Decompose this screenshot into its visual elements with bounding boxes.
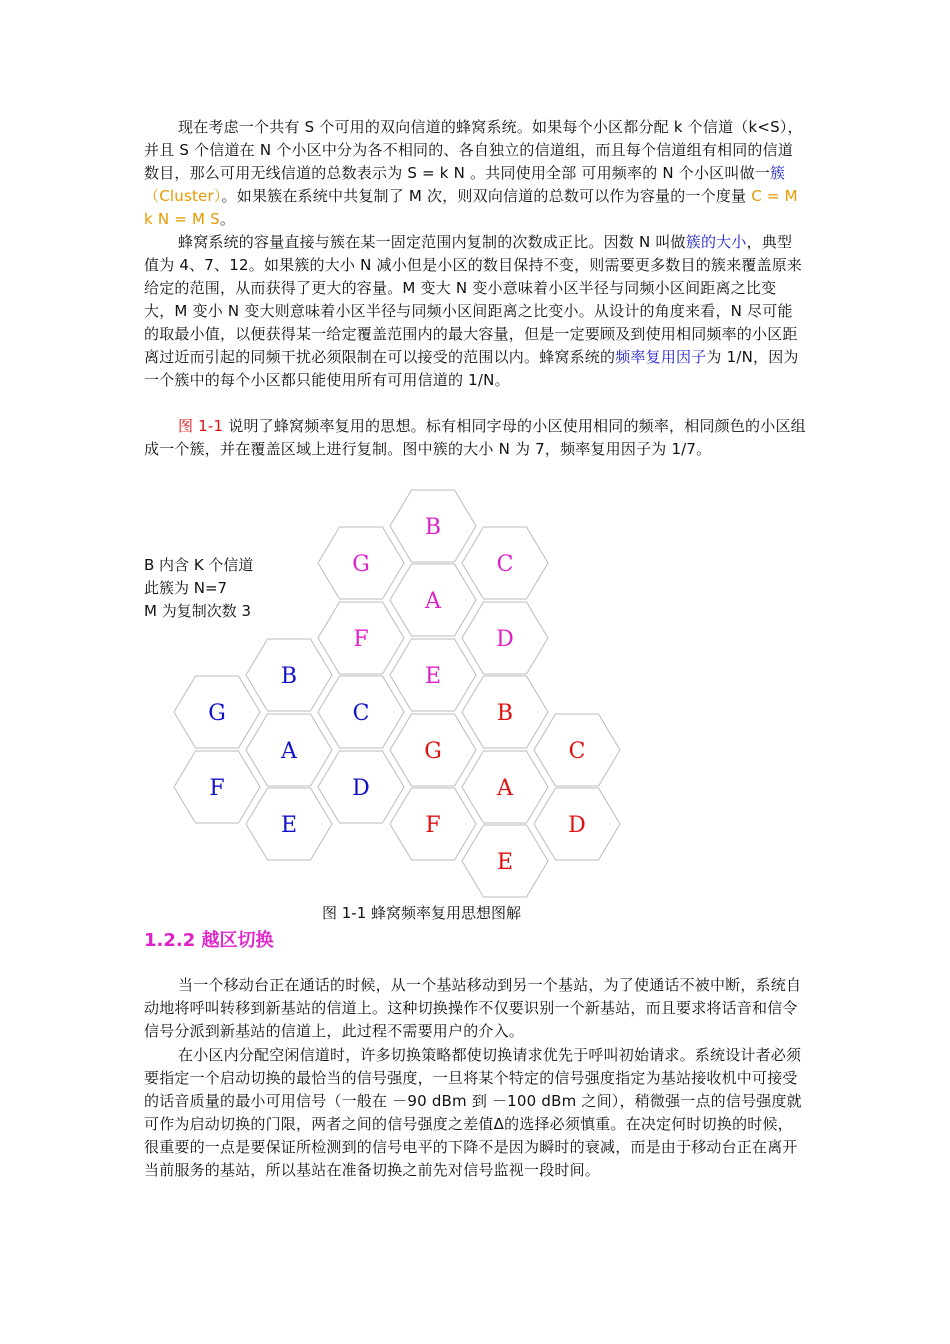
term-cluster-en: （Cluster） bbox=[144, 187, 222, 205]
hex-label-red-a: A bbox=[497, 776, 513, 801]
p3-text: 说明了蜂窝频率复用的思想。标有相同字母的小区使用相同的频率，相同颜色的小区组成一个簇，并在覆盖区域上进行复制。图中簇的大小 N 为 7，频率复用因子为 1/7。 bbox=[144, 417, 806, 458]
section-number: 1.2.2 bbox=[144, 930, 196, 951]
hex-label-magenta-a: A bbox=[425, 589, 441, 614]
paragraph-handoff-strategy: 在小区内分配空闲信道时，许多切换策略都使切换请求优先于呼叫初始请求。系统设计者必须要指定一个启动切换的最恰当的信号强度，一旦将某个特定的信号强度指定为基站接收机中可接受的话音质量的最小可用信号（一般在 －90 dBm 到 －100 dBm 之间），稍微强一点的信号强度就可作为启动切换的门限，两者之间的信号强度之差值Δ的选择必须慎重。在决定何时切换的时候，很重要的一点是要保证所检测到的信号电平的下降不是因为瞬时的衰减，而是由于移动台正在离开当前服务的基站，所以基站在准备切换之前先对信号监视一段时间。 bbox=[144, 1046, 802, 1179]
section-title: 越区切换 bbox=[201, 930, 274, 951]
hex-label-magenta-b: B bbox=[424, 515, 442, 540]
hex-label-blue-b: B bbox=[280, 664, 298, 689]
paragraph-handoff-intro: 当一个移动台正在通话的时候，从一个基站移动到另一个基站，为了使通话不被中断，系统自动地将呼叫转移到新基站的信道上。这种切换操作不仅要识别一个新基站，而且要求将话音和信令信号分派到新基站的信道上，此过程不需要用户的介入。 bbox=[144, 976, 802, 1040]
p1-text-c: 。 bbox=[219, 210, 236, 228]
hex-label-red-f: F bbox=[425, 813, 441, 838]
term-cluster: 簇 bbox=[769, 164, 786, 182]
hex-label-blue-g: G bbox=[208, 701, 226, 726]
hex-label-red-d: D bbox=[568, 813, 586, 838]
section-heading bbox=[144, 926, 274, 952]
hex-label-magenta-g: G bbox=[352, 552, 370, 577]
hex-label-blue-e: E bbox=[280, 813, 298, 838]
p2-text-a: 蜂窝系统的容量直接与簇在某一固定范围内复制的次数成正比。因数 N 叫做 bbox=[178, 233, 686, 251]
term-cluster-size: 簇的大小 bbox=[685, 233, 747, 251]
p1-text-a: 现在考虑一个共有 S 个可用的双向信道的蜂窝系统。如果每个小区都分配 k 个信道（k<S），并且 S 个信道在 N 个小区中分为各不相同的、各自独立的信道组，而且每个信道组有相同的信道数目，那么可用无线信道的总数表示为 S = k N 。共同使用全部 可用频率的 N 个小区叫做一 bbox=[144, 118, 803, 182]
figure-caption: 图 1-1 蜂窝频率复用思想图解 bbox=[322, 904, 522, 922]
hex-label-blue-d: D bbox=[352, 776, 370, 801]
hex-label-red-b: B bbox=[496, 701, 514, 726]
p2-text-b: ，典型值为 4、7、12。如果簇的大小 N 减小但是小区的数目保持不变，则需要更多数目的簇来覆盖原来给定的范围，从而获得了更大的容量。M 变大 N 变小意味着小区半径与同频小区间距离之比变大，M 变小 N 变大则意味着小区半径与同频小区间距离之比变小。从设计的角度来看，N 尽可能的取最小值，以便获得某一给定覆盖范围内的最大容量，但是一定要顾及到使用相同频率的小区距离过近而引起的同频干扰必须限制在可以接受的范围以内。蜂窝系统的 bbox=[144, 233, 803, 366]
figure-note-1: B 内含 K 个信道 bbox=[144, 556, 254, 574]
p2-text-c: 为 1/N，因为一个簇中的每个小区都只能使用所有可用信道的 1/N。 bbox=[144, 348, 799, 389]
hex-label-red-g: G bbox=[424, 739, 442, 764]
hex-label-blue-f: F bbox=[209, 776, 225, 801]
hex-label-red-e: E bbox=[496, 850, 514, 875]
figure-note-3: M 为复制次数 3 bbox=[144, 602, 252, 620]
figure-reference-link[interactable]: 图 1-1 bbox=[178, 417, 224, 435]
hex-label-blue-a: A bbox=[281, 739, 297, 764]
term-reuse-factor: 频率复用因子 bbox=[615, 348, 707, 366]
hex-label-blue-c: C bbox=[352, 701, 370, 726]
p1-text-b: 。如果簇在系统中共复制了 M 次，则双向信道的总数可以作为容量的一个度量 bbox=[221, 187, 752, 205]
figure-note-2: 此簇为 N=7 bbox=[144, 579, 228, 597]
hex-label-magenta-f: F bbox=[353, 627, 369, 652]
hex-label-magenta-d: D bbox=[496, 627, 514, 652]
hex-label-red-c: C bbox=[568, 739, 586, 764]
hex-label-magenta-c: C bbox=[496, 552, 514, 577]
hex-label-magenta-e: E bbox=[424, 664, 442, 689]
capacity-formula: C = M k N = M S bbox=[144, 187, 798, 228]
